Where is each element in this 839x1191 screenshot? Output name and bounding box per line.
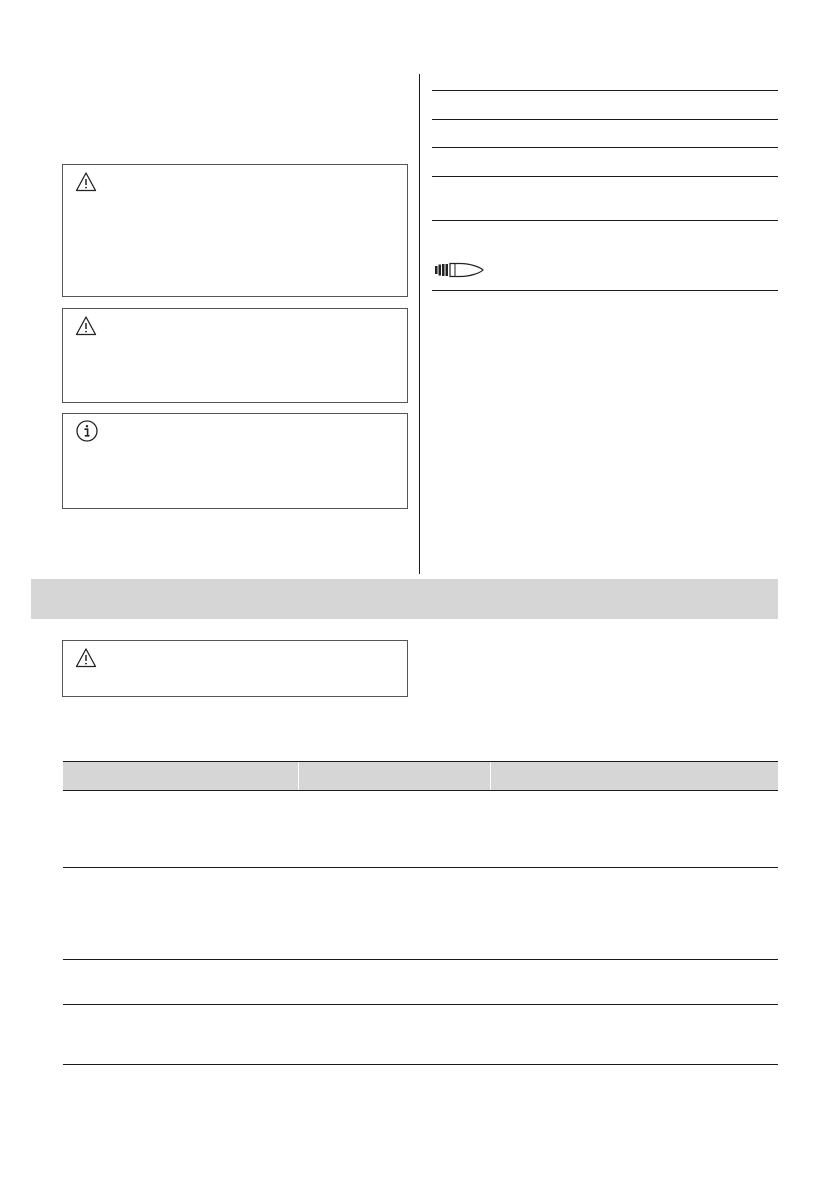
- table-rule: [432, 147, 778, 148]
- warning-notice: [62, 640, 408, 697]
- lamp-bulb-icon: [434, 260, 484, 280]
- table-rule: [432, 290, 778, 291]
- warning-triangle-icon: [75, 315, 97, 337]
- table-header: [63, 761, 778, 791]
- warning-triangle-icon: [75, 647, 97, 669]
- section-heading-band: [31, 579, 778, 619]
- data-table: [63, 761, 778, 1065]
- column-divider: [419, 74, 420, 574]
- column-separator: [490, 762, 491, 790]
- table-rule: [432, 176, 778, 177]
- table-rule: [432, 220, 778, 221]
- table-row: [63, 960, 778, 1005]
- warning-notice: [62, 308, 408, 403]
- table-row: [63, 791, 778, 868]
- table-rule: [432, 90, 778, 91]
- table-row: [63, 868, 778, 960]
- warning-notice: [62, 164, 408, 297]
- table-rule: [432, 119, 778, 120]
- info-circle-icon: [75, 419, 97, 441]
- warning-triangle-icon: [75, 171, 97, 193]
- table-row: [63, 1005, 778, 1065]
- column-separator: [298, 762, 299, 790]
- info-notice: [62, 413, 408, 509]
